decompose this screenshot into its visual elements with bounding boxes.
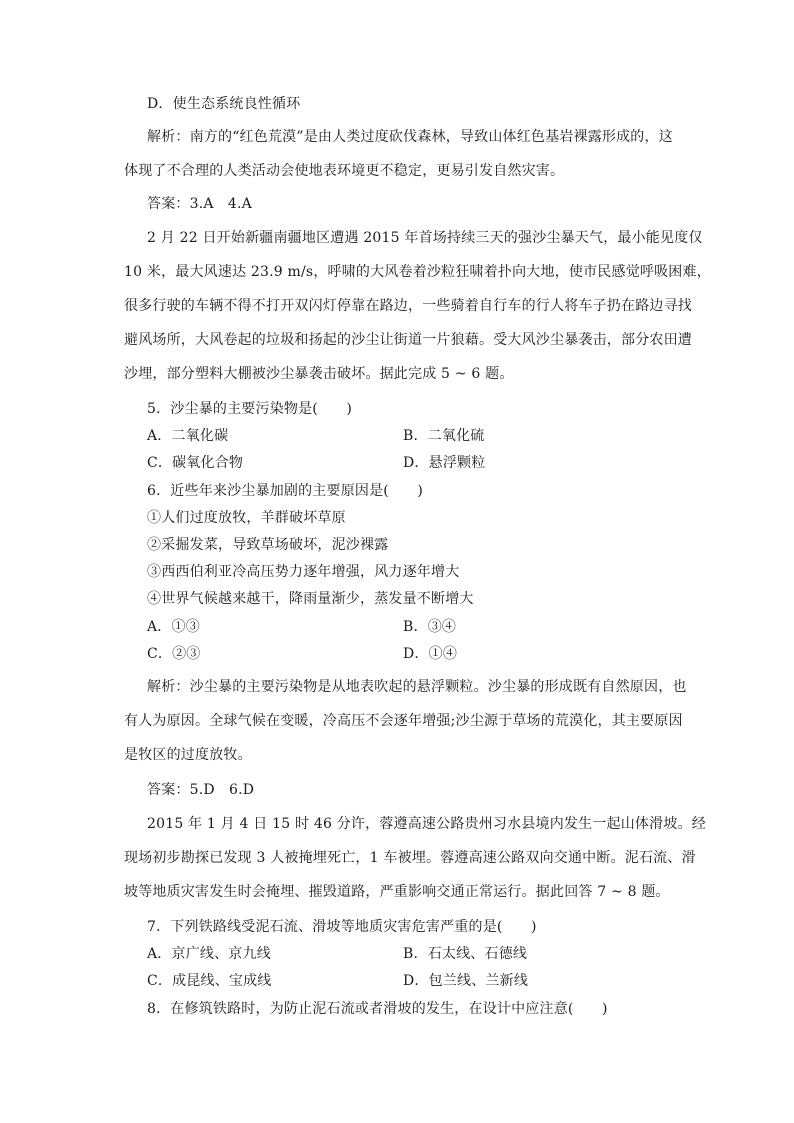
q5-option-a: A．二氧化碳 <box>147 428 229 444</box>
q5-option-b: B．二氧化硫 <box>403 428 485 444</box>
q6-statement: ④世界气候越来越干，降雨量渐少，蒸发量不断增大 <box>147 591 474 607</box>
passage-line: 避风场所，大风卷起的垃圾和扬起的沙尘让街道一片狼藉。受大风沙尘暴袭击，部分农田遭 <box>124 332 692 348</box>
q6-option-b: B．③④ <box>403 619 457 635</box>
question-5-stem: 5．沙尘暴的主要污染物是( ) <box>147 401 353 417</box>
passage-line: 2 月 22 日开始新疆南疆地区遭遇 2015 年首场持续三天的强沙尘暴天气，最小能见度仅 <box>147 230 703 246</box>
q6-statement: ②采掘发菜，导致草场破坏，泥沙裸露 <box>147 537 389 553</box>
passage-line: 很多行驶的车辆不得不打开双闪灯停靠在路边，一些骑着自行车的行人将车子扔在路边寻找 <box>124 298 692 314</box>
analysis-line: 体现了不合理的人类活动会使地表环境更不稳定，更易引发自然灾害。 <box>124 163 565 179</box>
question-8-stem: 8．在修筑铁路时，为防止泥石流或者滑坡的发生，在设计中应注意( ) <box>147 1001 608 1017</box>
question-7-stem: 7．下列铁路线受泥石流、滑坡等地质灾害危害严重的是( ) <box>147 919 537 935</box>
analysis-line: 解析：沙尘暴的主要污染物是从地表吹起的悬浮颗粒。沙尘暴的形成既有自然原因，也 <box>147 679 687 695</box>
q5-option-d: D．悬浮颗粒 <box>403 455 486 471</box>
question-6-stem: 6．近些年来沙尘暴加剧的主要原因是( ) <box>147 483 424 499</box>
q7-option-a: A．京广线、京九线 <box>147 946 271 962</box>
q7-option-c: C．成昆线、宝成线 <box>147 973 272 989</box>
passage-line: 10 米，最大风速达 23.9 m/s，呼啸的大风卷着沙粒狂啸着扑向大地，使市民感觉呼吸困难， <box>124 264 711 280</box>
passage-line: 坡等地质灾害发生时会掩埋、摧毁道路，严重影响交通正常运行。据此回答 7 ~ 8 题。 <box>124 884 670 900</box>
q6-option-a: A．①③ <box>147 619 200 635</box>
q6-option-d: D．①④ <box>403 646 458 662</box>
q6-statement: ①人们过度放牧，羊群破坏草原 <box>147 510 346 526</box>
q4-option-d: D．使生态系统良性循环 <box>147 96 301 112</box>
q6-statement: ③西西伯利亚冷高压势力逐年增强，风力逐年增大 <box>147 564 460 580</box>
analysis-line: 有人为原因。全球气候在变暖，冷高压不会逐年增强;沙尘源于草场的荒漠化，其主要原因 <box>124 713 683 729</box>
passage-line: 现场初步勘探已发现 3 人被掩埋死亡，1 车被埋。蓉遵高速公路双向交通中断。泥石流、滑 <box>124 850 696 866</box>
passage-line: 沙埋，部分塑料大棚被沙尘暴袭击破坏。据此完成 5 ~ 6 题。 <box>124 366 514 382</box>
analysis-line: 解析：南方的“红色荒漠”是由人类过度砍伐森林，导致山体红色基岩裸露形成的，这 <box>147 129 673 145</box>
q7-option-d: D．包兰线、兰新线 <box>403 973 529 989</box>
passage-line: 2015 年 1 月 4 日 15 时 46 分许，蓉遵高速公路贵州习水县境内发生一起山体滑坡。经 <box>147 816 706 832</box>
answer-line: 答案：3.A 4.A <box>147 196 252 212</box>
q5-option-c: C．碳氧化合物 <box>147 455 244 471</box>
q6-option-c: C．②③ <box>147 646 201 662</box>
analysis-line: 是牧区的过度放牧。 <box>124 747 252 763</box>
q7-option-b: B．石太线、石德线 <box>403 946 528 962</box>
answer-line: 答案：5.D 6.D <box>147 782 255 798</box>
